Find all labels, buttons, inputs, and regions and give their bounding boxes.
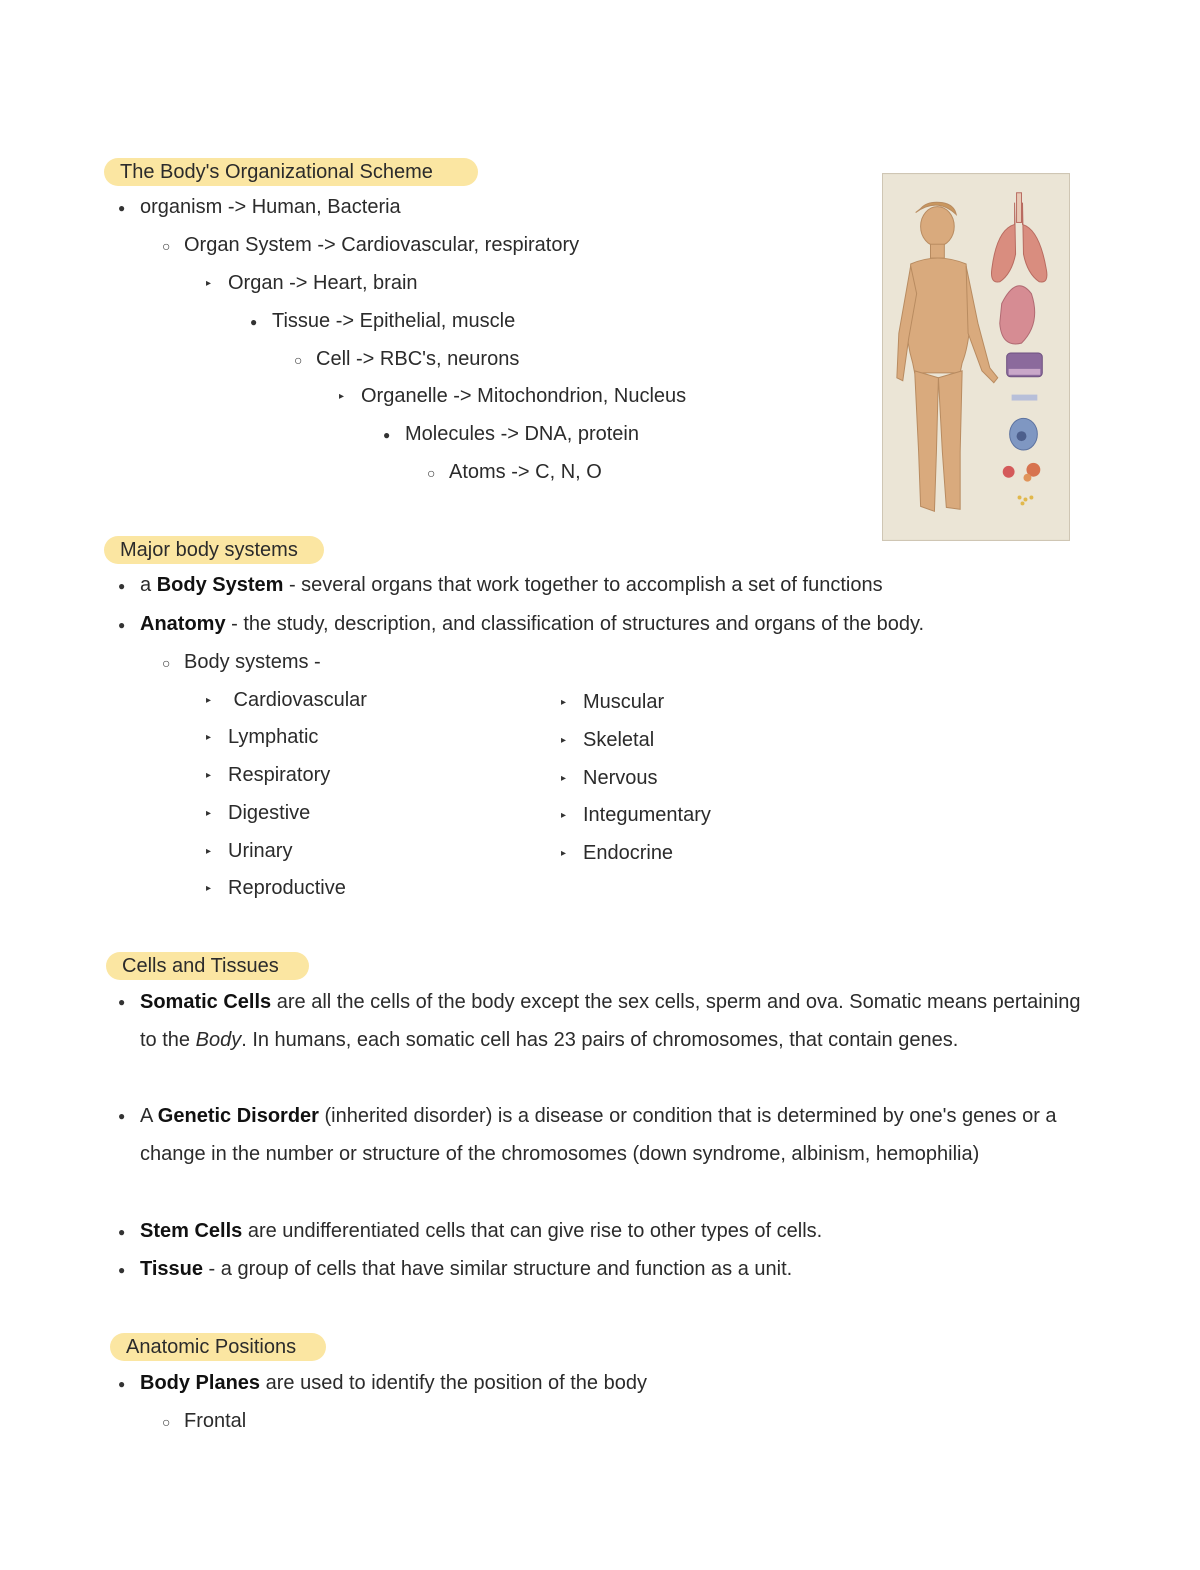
- list-item-text: Urinary: [228, 840, 293, 862]
- triangle-bullet-icon: ▸: [206, 694, 212, 706]
- bullet-icon: ●: [383, 427, 391, 442]
- anatomy-figure-svg: [883, 174, 1069, 540]
- list-item-text: Atoms -> C, N, O: [449, 461, 602, 483]
- list-item-text: Cell -> RBC's, neurons: [316, 348, 520, 370]
- list-item: [339, 383, 686, 409]
- section-heading-anatomic-positions: [110, 1333, 326, 1361]
- list-item: [162, 232, 579, 258]
- list-item: [561, 765, 657, 791]
- heading-text: Major body systems: [120, 539, 298, 561]
- definition-text: are all the cells of the body except the sex cells, sperm and ova. Somatic means pertaining to the: [140, 991, 1081, 1051]
- bullet-icon: ●: [118, 1224, 126, 1239]
- list-item-text: Muscular: [583, 691, 665, 713]
- term-somatic-cells: Somatic Cells: [140, 991, 272, 1013]
- term-anatomy: Anatomy: [140, 613, 226, 635]
- definition-text: - the study, description, and classification of structures and organs of the body.: [225, 613, 925, 635]
- list-item: [427, 459, 602, 485]
- list-item-text: Cardiovascular: [228, 689, 367, 711]
- list-item-text: Organ System -> Cardiovascular, respiratory: [184, 234, 580, 256]
- list-item-text: Lymphatic: [228, 726, 319, 748]
- list-item-text: Digestive: [228, 802, 311, 824]
- definition-text: - a group of cells that have similar structure and function as a unit.: [203, 1258, 793, 1280]
- list-item: [383, 421, 639, 447]
- list-item-text: Respiratory: [228, 764, 331, 786]
- list-item-text: Organelle -> Mitochondrion, Nucleus: [361, 385, 687, 407]
- list-item-text: Nervous: [583, 767, 658, 789]
- list-item: [561, 689, 664, 715]
- triangle-bullet-icon: ▸: [206, 882, 212, 894]
- list-item: [561, 802, 711, 828]
- term-body-system: Body System: [156, 574, 284, 596]
- term-stem-cells: Stem Cells: [140, 1220, 243, 1242]
- list-item: [206, 687, 367, 713]
- triangle-bullet-icon: ▸: [339, 390, 345, 402]
- term-genetic-disorder: Genetic Disorder: [157, 1105, 319, 1127]
- circle-bullet-icon: ○: [294, 351, 303, 368]
- text: A: [140, 1105, 158, 1127]
- list-item: [206, 270, 418, 296]
- emphasis-text: Body: [195, 1029, 242, 1051]
- heading-text: The Body's Organizational Scheme: [120, 161, 433, 183]
- bullet-icon: ●: [118, 617, 126, 632]
- list-item: [206, 762, 330, 788]
- list-item: [561, 840, 673, 866]
- list-item-text: Body systems -: [184, 651, 321, 673]
- bullet-icon: ●: [118, 1262, 126, 1277]
- triangle-bullet-icon: ▸: [206, 845, 212, 857]
- section-heading-organizational-scheme: [104, 158, 478, 186]
- list-item: [162, 649, 321, 675]
- list-item: [118, 572, 883, 598]
- triangle-bullet-icon: ▸: [206, 807, 212, 819]
- list-item: [206, 875, 346, 901]
- circle-bullet-icon: ○: [162, 654, 171, 671]
- human-anatomy-illustration-icon: [882, 173, 1070, 541]
- list-item-text: Reproductive: [228, 877, 346, 899]
- triangle-bullet-icon: ▸: [561, 809, 567, 821]
- definition-text: . In humans, each somatic cell has 23 pairs of chromosomes, that contain genes.: [241, 1029, 959, 1051]
- list-item: [118, 611, 924, 637]
- paragraph-somatic-cells: [140, 983, 1085, 1059]
- term-tissue: Tissue: [140, 1258, 203, 1280]
- triangle-bullet-icon: ▸: [561, 734, 567, 746]
- term-body-planes: Body Planes: [140, 1372, 261, 1394]
- text: a: [140, 574, 157, 596]
- list-item: [118, 1370, 647, 1396]
- section-heading-cells-and-tissues: [106, 952, 309, 980]
- triangle-bullet-icon: ▸: [206, 277, 212, 289]
- list-item: [250, 308, 515, 334]
- triangle-bullet-icon: ▸: [561, 772, 567, 784]
- list-item: [561, 727, 654, 753]
- definition-text: are used to identify the position of the body: [260, 1372, 647, 1394]
- list-item: [162, 1408, 246, 1434]
- circle-bullet-icon: ○: [162, 237, 171, 254]
- triangle-bullet-icon: ▸: [561, 847, 567, 859]
- list-item-text: Tissue -> Epithelial, muscle: [272, 310, 516, 332]
- list-item: [118, 1256, 792, 1282]
- circle-bullet-icon: ○: [162, 1413, 171, 1430]
- list-item-text: Integumentary: [583, 804, 711, 826]
- list-item: [206, 724, 318, 750]
- triangle-bullet-icon: ▸: [206, 769, 212, 781]
- bullet-icon: ●: [118, 200, 126, 215]
- list-item-text: Endocrine: [583, 842, 674, 864]
- list-item-text: organism -> Human, Bacteria: [140, 196, 401, 218]
- bullet-icon: ●: [118, 995, 126, 1009]
- list-item: [206, 800, 310, 826]
- triangle-bullet-icon: ▸: [561, 696, 567, 708]
- heading-text: Anatomic Positions: [126, 1336, 297, 1358]
- definition-text: - several organs that work together to accomplish a set of functions: [283, 574, 883, 596]
- bullet-icon: ●: [118, 1109, 126, 1123]
- list-item-text: Skeletal: [583, 729, 655, 751]
- bullet-icon: ●: [250, 314, 258, 329]
- definition-text: are undifferentiated cells that can give rise to other types of cells.: [242, 1220, 823, 1242]
- bullet-icon: ●: [118, 1376, 126, 1391]
- triangle-bullet-icon: ▸: [206, 731, 212, 743]
- circle-bullet-icon: ○: [427, 464, 436, 481]
- bullet-icon: ●: [118, 578, 126, 593]
- list-item: [206, 838, 292, 864]
- list-item-text: Frontal: [184, 1410, 247, 1432]
- list-item-text: Molecules -> DNA, protein: [405, 423, 639, 445]
- section-heading-major-body-systems: [104, 536, 324, 564]
- list-item: [294, 346, 519, 372]
- definition-text: (inherited disorder) is a disease or condition that is determined by one's genes or a change in the number or structure of the chromosomes (down syndrome, albinism, hemophilia): [140, 1105, 1057, 1165]
- paragraph-genetic-disorder: [140, 1097, 1085, 1173]
- list-item-text: Organ -> Heart, brain: [228, 272, 418, 294]
- list-item: [118, 1218, 822, 1244]
- heading-text: Cells and Tissues: [122, 955, 279, 977]
- list-item: [118, 194, 401, 220]
